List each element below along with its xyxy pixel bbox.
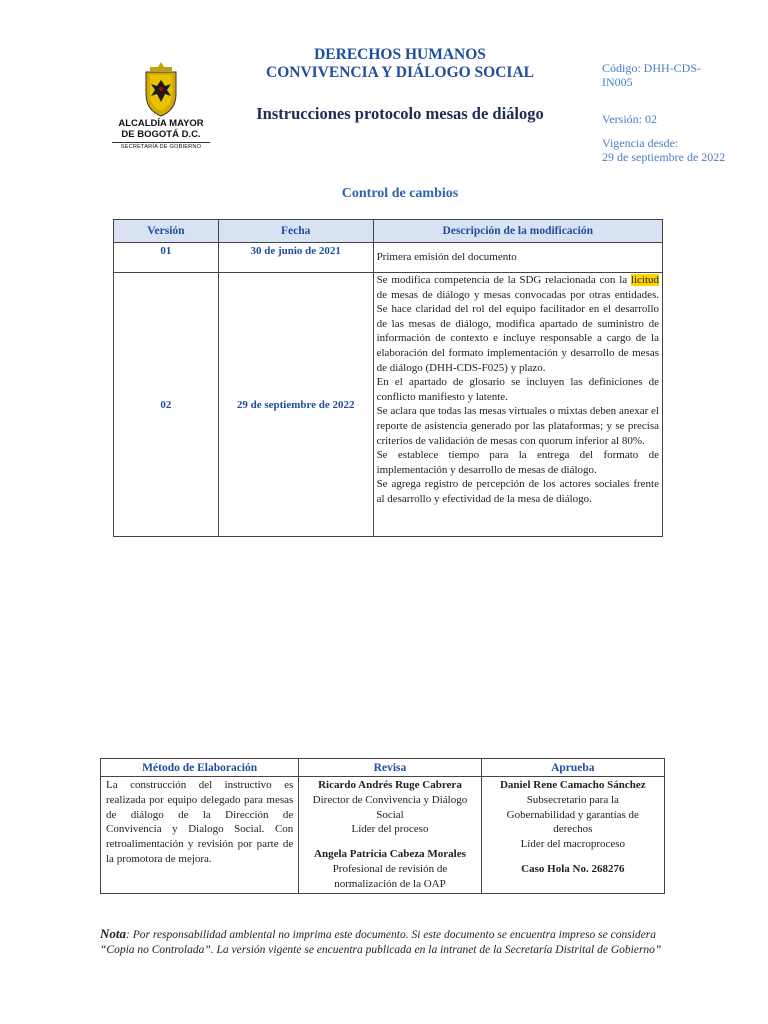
row2-paragraph-5: Se agrega registro de percepción de los actores sociales frente al desarrollo y efectividad de la mesa de diálogo. <box>376 478 659 505</box>
logo-text-line1: ALCALDÍA MAYOR <box>118 118 204 129</box>
reviewer-2-name: Angela Patricia Cabeza Morales <box>314 848 466 861</box>
row2-paragraph-2: En el apartado de glosario se incluyen las definiciones de conflicto manifiesto y latente. <box>376 376 659 403</box>
row2-description <box>373 273 662 537</box>
header-approves: Aprueba <box>481 759 664 777</box>
case-number: Caso Hola No. 268276 <box>521 862 625 875</box>
document-validity <box>602 136 742 164</box>
logo-subtitle: SECRETARÍA DE GOBIERNO <box>112 142 210 150</box>
coat-of-arms-icon <box>141 62 181 118</box>
approver-role-3: derechos <box>553 823 593 836</box>
department-title <box>230 46 570 82</box>
approval-table <box>100 758 665 894</box>
document-code-line2: IN005 <box>602 75 633 89</box>
header-reviews: Revisa <box>299 759 481 777</box>
header-version: Versión <box>114 220 219 243</box>
change-control-table <box>113 219 663 537</box>
row1-description: Primera emisión del documento <box>373 243 662 273</box>
row1-version: 01 <box>114 243 219 273</box>
row2-p1-text: Se modifica competencia de la SDG relacionada con la <box>376 274 631 286</box>
table-row <box>114 243 663 273</box>
row2-paragraph-1 <box>377 273 659 375</box>
row1-date: 30 de junio de 2021 <box>218 243 373 273</box>
note-text: : Por responsabilidad ambiental no imprima este documento. Si este documento se encuentra impreso se considera “Copia no Controlada”. La versión vigente se encuentra publicada en la intranet de la Secretaría Distrital de Gobierno” <box>100 929 662 956</box>
document-title: Instrucciones protocolo mesas de diálogo <box>256 104 544 123</box>
note-label: Nota <box>100 926 126 941</box>
row2-p1-text-rest: de mesas de diálogo y mesas convocadas por otras entidades. Se hace claridad del rol del equipo facilitador en el desarrollo de las mesas de diálogo, modifica apartado de suministro de información de contexto e incluye responsable a cargo de la elaboración del formato implementación y desarrollo de mesas de diálogo (DHH-CDS-F025) y plazo. <box>376 288 659 374</box>
reviewer-1-role-cont: Social <box>376 808 404 821</box>
highlighted-word: licitud <box>630 274 659 286</box>
table-row <box>114 273 663 537</box>
header-date: Fecha <box>218 220 373 243</box>
approver-name: Daniel Rene Camacho Sánchez <box>499 779 646 791</box>
validity-date: 29 de septiembre de 2022 <box>602 150 726 164</box>
row2-paragraph-4: Se establece tiempo para la entrega del formato de implementación y desarrollo de mesas de diálogo. <box>376 449 659 476</box>
reviewers <box>299 777 481 894</box>
approver-role-1: Subsecretario para la <box>526 793 619 806</box>
header-method: Método de Elaboración <box>101 759 299 777</box>
change-control-title: Control de cambios <box>341 186 459 201</box>
row2-date: 29 de septiembre de 2022 <box>218 273 373 537</box>
department-title-line2: CONVIVENCIA Y DIÁLOGO SOCIAL <box>266 64 534 81</box>
document-code <box>602 61 722 89</box>
environmental-note <box>100 926 680 958</box>
reviewer-1-name: Ricardo Andrés Ruge Cabrera <box>318 779 462 791</box>
row2-paragraph-3: Se aclara que todas las mesas virtuales o mixtas deben anexar el reporte de asistencia generado por las plataformas; y se precisa criterios de validación de mesas con quorum inferior al 80%. <box>376 405 659 447</box>
validity-label: Vigencia desde: <box>602 136 679 150</box>
reviewer-1-process: Líder del proceso <box>351 823 429 836</box>
header-description: Descripción de la modificación <box>373 220 662 243</box>
reviewer-1-role: Director de Convivencia y Diálogo <box>312 793 468 806</box>
department-title-line1: DERECHOS HUMANOS <box>314 46 486 63</box>
document-version: Versión: 02 <box>602 112 657 126</box>
approver-role-4: Líder del macroproceso <box>520 838 626 851</box>
reviewer-2-role: Profesional de revisión de <box>332 862 448 875</box>
bogota-logo <box>112 62 210 154</box>
approver-role-2: Gobernabilidad y garantías de <box>506 808 639 821</box>
approval-header-row <box>101 759 665 777</box>
approval-row <box>101 777 665 894</box>
row2-version: 02 <box>114 273 219 537</box>
document-code-line1: Código: DHH-CDS- <box>602 61 702 75</box>
logo-text-line2: DE BOGOTÁ D.C. <box>121 129 201 140</box>
approver <box>481 777 664 894</box>
method-text: La construcción del instructivo es realizada por equipo delegado para mesas de diálogo de la Dirección de Convivencia y Dialogo Social. Con retroalimentación y revisión por parte de la promotora de mejora. <box>101 777 299 894</box>
reviewer-2-role-cont: normalización de la OAP <box>334 877 446 890</box>
table-header-row <box>114 220 663 243</box>
